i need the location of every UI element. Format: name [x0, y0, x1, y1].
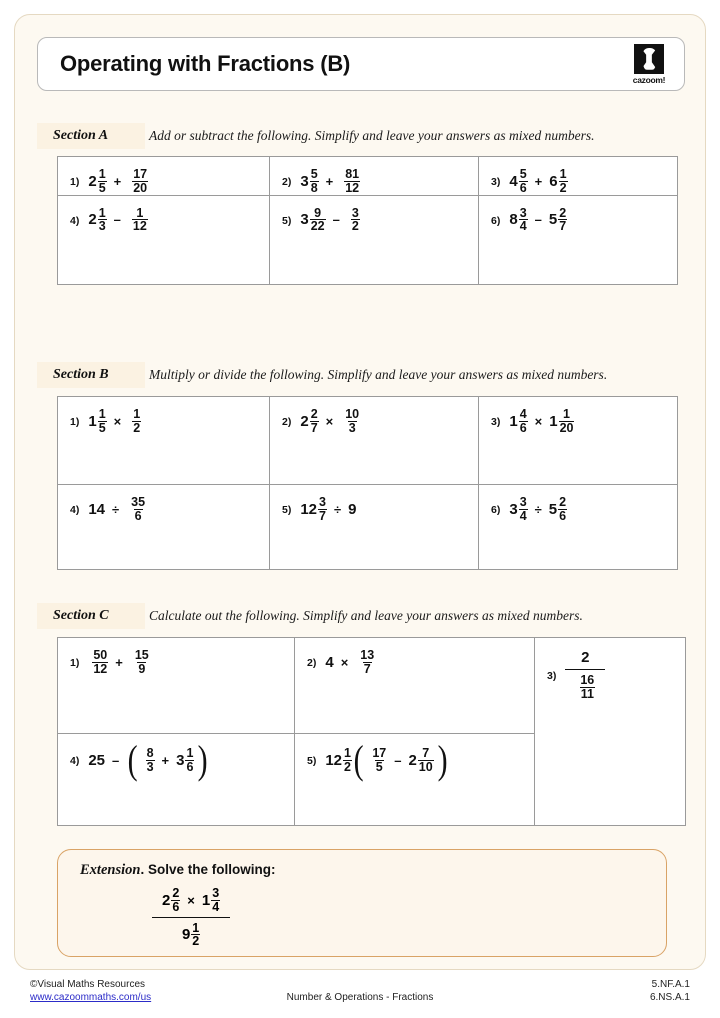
bracket-open: (: [353, 737, 364, 782]
question-a2: [282, 168, 478, 195]
fraction-numerator: 1: [136, 205, 144, 220]
fraction-numerator: 81: [345, 167, 360, 181]
section-label-c: Section C: [37, 603, 145, 629]
operator: ÷: [333, 501, 342, 517]
question-cell[interactable]: [479, 157, 678, 196]
fraction: [519, 408, 528, 435]
mixed-whole: 5: [548, 500, 558, 518]
operator: –: [332, 212, 340, 228]
fraction-denominator: 3: [98, 219, 106, 234]
operator: –: [113, 212, 121, 228]
operator: –: [534, 212, 542, 228]
fraction-denominator: 6: [559, 508, 567, 523]
fraction-denominator: 12: [93, 661, 108, 676]
fraction-denominator: 12: [132, 219, 147, 234]
fraction-numerator: 3: [519, 205, 527, 220]
operator: ÷: [534, 501, 542, 517]
fraction: [519, 496, 528, 523]
fraction: [559, 408, 575, 435]
mixed-whole: 4: [509, 172, 518, 190]
fraction-denominator: 2: [351, 219, 359, 234]
fraction: [371, 747, 387, 774]
section-header-c: [37, 603, 685, 629]
fraction-denominator: 7: [363, 661, 371, 676]
title-bar: [37, 37, 685, 91]
fraction-numerator: 8: [146, 745, 154, 760]
fraction: [310, 168, 319, 195]
fraction-denominator: 7: [319, 508, 326, 523]
fraction: [558, 496, 567, 523]
whole-number: 14: [88, 500, 106, 518]
bracket-close: ): [198, 737, 209, 782]
question-b1: [70, 408, 269, 435]
fraction: [418, 747, 434, 774]
mixed-number: [88, 408, 106, 435]
question-number: 2): [282, 176, 292, 189]
fraction-denominator: 22: [310, 219, 325, 234]
question-cell[interactable]: [58, 157, 270, 196]
question-cell[interactable]: [535, 638, 686, 826]
question-number: 1): [70, 416, 80, 429]
mixed-whole: 1: [88, 412, 97, 430]
question-number: 6): [491, 504, 501, 517]
question-number: 4): [70, 504, 80, 517]
mixed-number: [509, 207, 527, 234]
question-a3: [491, 168, 677, 195]
fraction-denominator: 4: [519, 219, 527, 234]
mixed-number: [202, 887, 220, 914]
whole-number: 4: [325, 653, 334, 671]
logo-wordmark: cazoom!: [632, 74, 666, 85]
questions-table-b: [57, 396, 678, 570]
fraction-numerator: 13: [360, 648, 375, 662]
question-number: 3): [491, 176, 501, 189]
fraction-numerator: 1: [133, 407, 141, 421]
operator: –: [394, 752, 402, 768]
complex-fraction-numerator: [152, 887, 230, 917]
fraction-numerator: 16: [580, 673, 595, 687]
question-number: 5): [307, 755, 317, 767]
extension-word: Extension: [80, 862, 141, 878]
mixed-number: [549, 496, 567, 523]
fraction-denominator: 20: [559, 420, 574, 435]
fraction-numerator: 1: [192, 920, 200, 935]
cazoom-hourglass-icon: [634, 44, 664, 74]
fraction: [98, 168, 107, 195]
question-cell[interactable]: [479, 195, 678, 284]
fraction-denominator: 7: [559, 219, 567, 234]
fraction-numerator: 3: [319, 495, 326, 509]
standard-line-2: 6.NS.A.1: [649, 992, 690, 1003]
fraction-denominator: 9: [138, 661, 146, 676]
mixed-number: [88, 207, 106, 234]
fraction: [132, 408, 141, 435]
mixed-number: [88, 168, 106, 195]
fraction-numerator: 3: [212, 886, 220, 900]
question-cell[interactable]: [479, 397, 678, 485]
fraction: [211, 887, 220, 914]
standard-line-1: 5.NF.A.1: [651, 979, 690, 990]
fraction: [310, 408, 319, 435]
bracket-open: (: [127, 737, 138, 782]
question-b3: [491, 408, 677, 435]
mixed-whole: 2: [88, 172, 97, 190]
section-description-b: Multiply or divide the following. Simplify and leave your answers as mixed numbers.: [149, 367, 608, 382]
fraction-numerator: 1: [563, 407, 570, 421]
fraction: [344, 168, 360, 195]
section-description-a: Add or subtract the following. Simplify and leave your answers as mixed numbers.: [149, 128, 595, 143]
mixed-whole: 3: [300, 211, 309, 229]
fraction-denominator: 2: [133, 420, 141, 435]
mixed-whole: 2: [408, 751, 417, 769]
fraction-denominator: 20: [133, 180, 148, 195]
mixed-whole: 2: [88, 211, 97, 229]
question-expression: [88, 168, 148, 195]
question-expression: [509, 168, 567, 195]
question-a6: [491, 207, 677, 234]
question-number: 5): [282, 504, 292, 517]
fraction: [310, 207, 326, 234]
fraction-numerator: 3: [519, 495, 527, 509]
mixed-number: [300, 207, 325, 234]
mixed-whole: 8: [509, 211, 518, 229]
fraction: [579, 674, 595, 701]
operator: ×: [113, 413, 122, 429]
operator: +: [325, 173, 334, 189]
question-expression: [325, 649, 375, 676]
fraction-denominator: 8: [310, 180, 318, 195]
mixed-number: [162, 887, 180, 914]
questions-table-a: [57, 156, 678, 285]
page-title: Operating with Fractions (B): [60, 51, 351, 76]
fraction: [185, 747, 194, 774]
footer-topic: Number & Operations - Fractions: [286, 992, 434, 1003]
mixed-whole: 5: [548, 211, 558, 229]
extension-title: [80, 862, 666, 879]
question-cell[interactable]: [270, 157, 479, 196]
question-cell[interactable]: [58, 485, 270, 570]
fraction-denominator: 2: [344, 759, 351, 774]
bracket-close: ): [437, 737, 448, 782]
table-row: [58, 638, 686, 734]
mixed-whole: 3: [509, 500, 518, 518]
fraction: [359, 649, 375, 676]
fraction: [558, 207, 567, 234]
mixed-whole: 1: [509, 412, 518, 430]
mixed-whole: 1: [201, 891, 211, 909]
question-expression: [88, 737, 209, 782]
section-header-b: [37, 362, 685, 388]
fraction-numerator: 9: [314, 205, 322, 220]
mixed-number: [176, 747, 194, 774]
question-expression: [509, 408, 574, 435]
complex-fraction-denominator: [152, 917, 230, 949]
fraction-numerator: 1: [344, 745, 351, 760]
whole-number: 25: [88, 751, 106, 769]
fraction-numerator: 17: [133, 167, 148, 181]
question-a4: [70, 207, 269, 234]
fraction-denominator: 6: [172, 899, 180, 914]
question-b6: [491, 496, 677, 523]
extension-box: [57, 849, 667, 957]
question-cell[interactable]: [58, 397, 270, 485]
fraction-numerator: 5: [310, 167, 318, 181]
extension-expression: [152, 887, 666, 948]
operator: ×: [534, 413, 543, 429]
question-number: 6): [491, 214, 501, 227]
question-expression: [88, 207, 147, 234]
mixed-number: [549, 207, 567, 234]
question-c1: [70, 649, 294, 676]
fraction-numerator: 1: [559, 167, 567, 181]
mixed-number: [549, 168, 567, 195]
mixed-number: [182, 922, 200, 949]
question-number: 1): [70, 176, 80, 189]
complex-fraction-numerator: [571, 649, 599, 669]
fraction: [98, 408, 107, 435]
fraction-numerator: 10: [345, 407, 360, 421]
fraction-denominator: 6: [186, 759, 194, 774]
question-b2: [282, 408, 478, 435]
complex-fraction: [152, 887, 230, 948]
fraction-denominator: 4: [212, 899, 220, 914]
fraction: [130, 496, 146, 523]
fraction-numerator: 15: [134, 648, 149, 662]
section-description-c: Calculate out the following. Simplify and leave your answers as mixed numbers.: [149, 608, 583, 623]
fraction-numerator: 2: [310, 407, 318, 421]
fraction-numerator: 4: [519, 407, 527, 421]
fraction-numerator: 2: [559, 205, 567, 220]
question-expression: [325, 737, 449, 782]
complex-fraction-denominator: [565, 669, 605, 701]
mixed-number: [509, 408, 527, 435]
question-expression: [300, 207, 359, 234]
mixed-number: [509, 496, 527, 523]
fraction-numerator: 3: [351, 205, 359, 220]
question-number: 3): [491, 416, 501, 429]
fraction: [132, 168, 148, 195]
question-a5: [282, 207, 478, 234]
cazoom-logo: [626, 44, 672, 85]
question-number: 1): [70, 657, 80, 670]
question-number: 2): [307, 657, 317, 670]
fraction-denominator: 2: [192, 934, 200, 949]
question-expression: [88, 496, 146, 523]
operator: ÷: [112, 501, 120, 517]
question-number: 4): [70, 755, 80, 767]
question-number: 4): [70, 214, 80, 227]
footer-copyright: ©Visual Maths Resources: [30, 979, 146, 990]
question-cell[interactable]: [295, 638, 535, 734]
whole-number: 9: [348, 500, 357, 518]
question-expression: [300, 408, 360, 435]
mixed-whole: 2: [300, 412, 309, 430]
question-expression: [509, 207, 567, 234]
operator: ×: [340, 654, 349, 670]
operator: –: [112, 752, 120, 768]
fraction-denominator: 6: [134, 508, 142, 523]
mixed-whole: 3: [300, 172, 309, 190]
fraction: [344, 408, 360, 435]
fraction-denominator: 11: [580, 686, 594, 701]
operator: ×: [187, 892, 195, 908]
question-number: 5): [282, 214, 292, 227]
fraction: [92, 649, 108, 676]
footer-standards: [650, 978, 690, 1004]
fraction-denominator: 5: [98, 420, 106, 435]
fraction: [132, 207, 148, 234]
fraction-numerator: 17: [372, 745, 387, 760]
fraction: [134, 649, 150, 676]
question-c4: [70, 737, 294, 782]
operator: +: [534, 173, 543, 189]
fraction: [351, 207, 360, 234]
fraction-numerator: 1: [98, 205, 106, 220]
question-expression: [509, 496, 567, 523]
question-cell[interactable]: [270, 397, 479, 485]
question-expression: [300, 496, 356, 523]
question-a1: [70, 168, 269, 195]
question-b4: [70, 496, 269, 523]
fraction-denominator: 3: [348, 420, 356, 435]
mixed-whole: 12: [325, 751, 343, 769]
mixed-whole: 3: [176, 751, 185, 769]
mixed-whole: 12: [300, 500, 318, 518]
fraction-numerator: 50: [93, 648, 108, 662]
mixed-whole: 2: [162, 891, 171, 909]
question-cell[interactable]: [270, 195, 479, 284]
mixed-whole: 9: [181, 926, 191, 944]
fraction: [191, 922, 200, 949]
fraction-denominator: 6: [519, 420, 527, 435]
operator: +: [113, 173, 122, 189]
question-expression: [300, 168, 360, 195]
fraction-numerator: 1: [98, 167, 106, 181]
fraction-numerator: 7: [422, 745, 430, 760]
fraction: [519, 207, 528, 234]
question-b5: [282, 496, 478, 523]
fraction: [559, 168, 568, 195]
fraction-numerator: 2: [559, 495, 567, 509]
question-cell[interactable]: [270, 485, 479, 570]
mixed-whole: 6: [549, 172, 558, 190]
questions-table-c: [57, 637, 686, 826]
fraction: [171, 887, 180, 914]
fraction-numerator: 2: [172, 886, 180, 900]
mixed-number: [300, 408, 318, 435]
table-row: [58, 397, 678, 485]
fraction-denominator: 3: [146, 759, 154, 774]
fraction-denominator: 10: [418, 759, 433, 774]
question-cell[interactable]: [58, 195, 270, 284]
fraction-numerator: 1: [98, 407, 106, 421]
fraction: [318, 496, 327, 523]
fraction-denominator: 6: [519, 180, 527, 195]
complex-fraction: [565, 649, 605, 701]
question-cell[interactable]: [295, 734, 535, 826]
fraction-numerator: 35: [131, 495, 146, 509]
table-row: [58, 195, 678, 284]
fraction-denominator: 2: [559, 180, 567, 195]
fraction-numerator: 5: [519, 167, 527, 181]
question-expression: [88, 408, 141, 435]
question-cell[interactable]: [479, 485, 678, 570]
whole-number: 2: [581, 649, 590, 666]
fraction: [146, 747, 155, 774]
question-cell[interactable]: [58, 734, 295, 826]
worksheet-page: [14, 14, 706, 970]
mixed-number: [300, 496, 327, 523]
fraction-denominator: 5: [98, 180, 106, 195]
fraction-denominator: 12: [345, 180, 360, 195]
section-header-a: [37, 123, 685, 149]
mixed-number: [300, 168, 318, 195]
table-row: [58, 157, 678, 196]
mixed-number: [325, 747, 352, 774]
table-row: [58, 485, 678, 570]
operator: +: [161, 752, 170, 768]
question-c3: [547, 649, 685, 701]
fraction: [343, 747, 352, 774]
section-label-a: Section A: [37, 123, 145, 149]
section-label-b: Section B: [37, 362, 145, 388]
mixed-number: [408, 747, 433, 774]
fraction-denominator: 5: [375, 759, 383, 774]
footer-website-link[interactable]: www.cazoommaths.com/us: [30, 992, 152, 1003]
mixed-number: [509, 168, 527, 195]
fraction: [98, 207, 107, 234]
fraction-numerator: 1: [186, 745, 194, 760]
question-c5: [307, 737, 534, 782]
question-expression: [565, 649, 605, 701]
extension-instruction: . Solve the following:: [140, 862, 276, 877]
mixed-whole: 1: [549, 412, 558, 430]
footer: [14, 978, 706, 1012]
mixed-number: [549, 408, 574, 435]
question-number: 3): [547, 669, 557, 682]
question-number: 2): [282, 416, 292, 429]
question-cell[interactable]: [58, 638, 295, 734]
question-expression: [88, 649, 149, 676]
question-c2: [307, 649, 534, 676]
fraction: [519, 168, 528, 195]
operator: +: [115, 654, 123, 670]
operator: ×: [325, 413, 334, 429]
fraction-denominator: 4: [519, 508, 527, 523]
fraction-denominator: 7: [310, 420, 318, 435]
